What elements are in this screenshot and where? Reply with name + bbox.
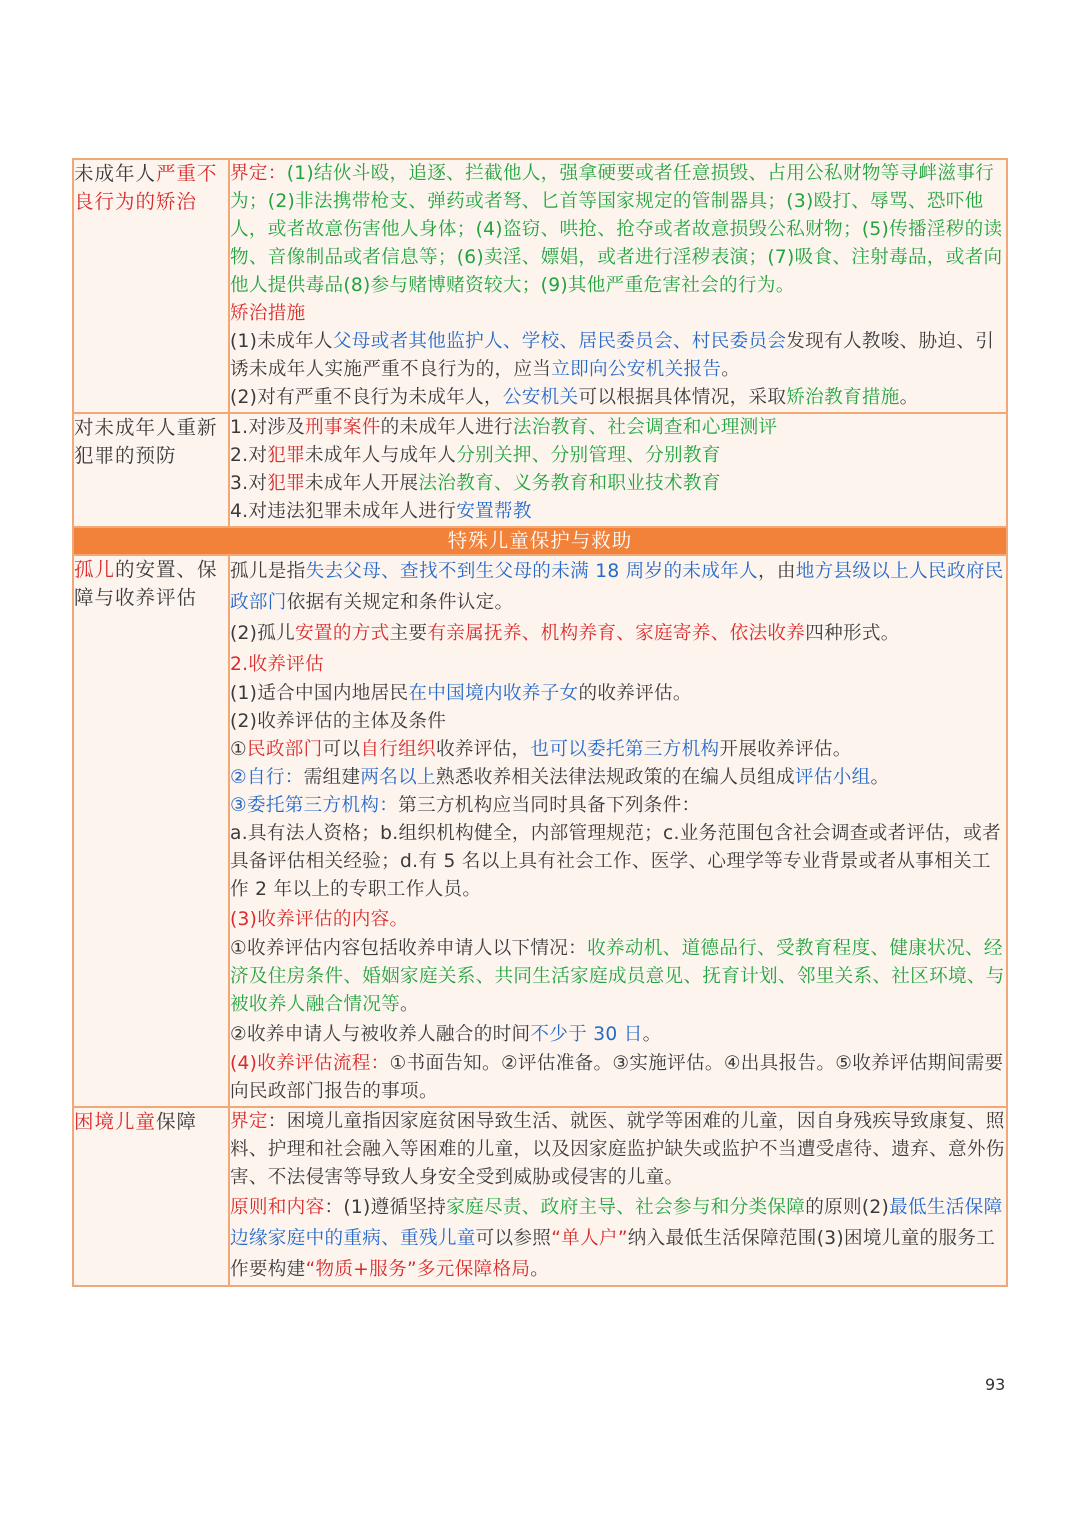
row-label: 对未成年人重新犯罪的预防 xyxy=(74,416,218,467)
row-label: 困境儿童保障 xyxy=(74,1110,198,1133)
list-item: 原则和内容：(1)遵循坚持家庭尽责、政府主导、社会参与和分类保障的原则(2)最低生活保障边缘家庭中的重病、重残儿童可以参照“单人户”纳入最低生活保障范围(3)困境儿童的服务工作要构建“物质+服务”多元保障格局。 xyxy=(230,1197,1003,1280)
row-label-cell xyxy=(73,555,229,1107)
row-content-cell xyxy=(229,413,1007,527)
list-item: a.具有法人资格；b.组织机构健全，内部管理规范；c.业务范围包含社会调查或者评估，或者具备评估相关经验；d.有 5 名以上具有社会工作、医学、心理学等专业背景或者从事相关工作 2 年以上的专职工作人员。 xyxy=(230,823,1001,900)
list-item: (1)未成年人父母或者其他监护人、学校、居民委员会、村民委员会发现有人教唆、胁迫、引诱未成年人实施严重不良行为的，应当立即向公安机关报告。 xyxy=(230,331,995,380)
list-item: ③委托第三方机构：第三方机构应当同时具备下列条件： xyxy=(230,795,701,816)
row-label-cell xyxy=(73,1107,229,1286)
page-number: 93 xyxy=(985,1375,1006,1394)
row-content-cell xyxy=(229,555,1007,1107)
subheading: (3)收养评估的内容。 xyxy=(230,909,409,930)
list-item: ①民政部门可以自行组织收养评估，也可以委托第三方机构开展收养评估。 xyxy=(230,739,852,760)
row-content-cell xyxy=(229,1107,1007,1286)
list-item: (4)收养评估流程：①书面告知。②评估准备。③实施评估。④出具报告。⑤收养评估期间需要向民政部门报告的事项。 xyxy=(230,1053,1004,1102)
definition-text: 界定：困境儿童指因家庭贫困导致生活、就医、就学等困难的儿童，因自身残疾导致康复、照料、护理和社会融入等困难的儿童，以及因家庭监护缺失或监护不当遭受虐待、遗弃、意外伤害、不法侵害等导致人身安全受到威胁或侵害的儿童。 xyxy=(230,1111,1005,1188)
section-header: 特殊儿童保护与救助 xyxy=(73,527,1007,555)
table-row xyxy=(73,555,1007,1107)
definition-text: 界定：(1)结伙斗殴，追逐、拦截他人，强拿硬要或者任意损毁、占用公私财物等寻衅滋事行为；(2)非法携带枪支、弹药或者弩、匕首等国家规定的管制器具；(3)殴打、辱骂、恐吓他人，或者故意伤害他人身体；(4)盗窃、哄抢、抢夺或者故意损毁公私财物；(5)传播淫秽的读物、音像制品或者信息等；(6)卖淫、嫖娼，或者进行淫秽表演；(7)吸食、注射毒品，或者向他人提供毒品(8)参与赌博赌资较大；(9)其他严重危害社会的行为。 xyxy=(230,163,1003,296)
subheading: 矫治措施 xyxy=(230,303,306,324)
row-content-cell xyxy=(229,159,1007,413)
table-row xyxy=(73,413,1007,527)
content-table xyxy=(72,158,1008,1287)
subheading: 2.收养评估 xyxy=(230,654,324,675)
row-label-cell xyxy=(73,159,229,413)
list-item: (2)收养评估的主体及条件 xyxy=(230,711,447,732)
section-row xyxy=(73,527,1007,555)
table-row xyxy=(73,159,1007,413)
list-item: ②自行：需组建两名以上熟悉收养相关法律法规政策的在编人员组成评估小组。 xyxy=(230,767,890,788)
list-item: (1)适合中国内地居民在中国境内收养子女的收养评估。 xyxy=(230,683,692,704)
list-item: 4.对违法犯罪未成年人进行安置帮教 xyxy=(230,501,532,522)
list-item: 1.对涉及刑事案件的未成年人进行法治教育、社会调查和心理测评 xyxy=(230,417,778,438)
row-label-cell xyxy=(73,413,229,527)
definition-text: 孤儿是指失去父母、查找不到生父母的未满 18 周岁的未成年人，由地方县级以上人民政府民政部门依据有关规定和条件认定。 xyxy=(230,561,1004,613)
list-item: 3.对犯罪未成年人开展法治教育、义务教育和职业技术教育 xyxy=(230,473,721,494)
row-label: 未成年人严重不良行为的矫治 xyxy=(74,162,218,213)
table-row xyxy=(73,1107,1007,1286)
list-item: 2.对犯罪未成年人与成年人分别关押、分别管理、分别教育 xyxy=(230,445,721,466)
list-item: ①收养评估内容包括收养申请人以下情况：收养动机、道德品行、受教育程度、健康状况、经济及住房条件、婚姻家庭关系、共同生活家庭成员意见、抚育计划、邻里关系、社区环境、与被收养人融合情况等。 xyxy=(230,938,1005,1015)
list-item: (2)孤儿安置的方式主要有亲属抚养、机构养育、家庭寄养、依法收养四种形式。 xyxy=(230,623,900,644)
row-label: 孤儿的安置、保障与收养评估 xyxy=(74,558,218,609)
list-item: (2)对有严重不良行为未成年人，公安机关可以根据具体情况，采取矫治教育措施。 xyxy=(230,387,919,408)
list-item: ②收养申请人与被收养人融合的时间不少于 30 日。 xyxy=(230,1024,662,1045)
